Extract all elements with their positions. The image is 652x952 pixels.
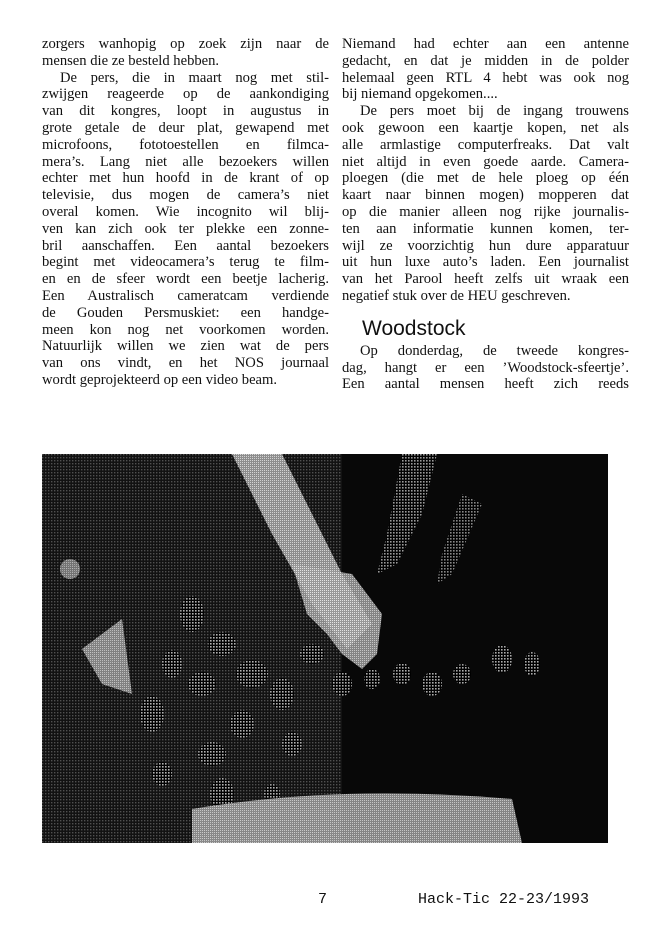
text-line: De pers moet bij de ingang trouwens [360, 103, 629, 120]
text-line: mensen die ze besteld hebben. [42, 52, 220, 69]
text-line: ven kan zich ook ter plekke een zonne- [42, 220, 329, 237]
right-column-text-top [342, 36, 629, 305]
text-line: bril aanschaffen. Een aantal bezoekers [42, 237, 329, 254]
text-line: Een Australisch cameratcam verdiende [42, 287, 329, 304]
text-line: zwijgen reageerde op de aankondiging [42, 86, 329, 103]
right-column [342, 36, 629, 393]
text-line: mera’s. Lang niet alle bezoekers willen [42, 153, 329, 170]
text-line: uit hun luxe auto’s laden. Een journalist [342, 254, 629, 271]
text-line: begint met videocamera’s terug te film- [42, 254, 329, 271]
text-line: microfoons, fototoestellen en filmca- [42, 136, 329, 153]
text-line: ploegen (die met de hele ploeg op één [342, 170, 629, 187]
publication-info: Hack-Tic 22-23/1993 [418, 891, 590, 908]
left-column [42, 36, 329, 389]
text-line: Natuurlijk willen we zien wat de pers [42, 338, 329, 355]
text-line: bij niemand opgekomen.... [342, 86, 498, 103]
text-line: negatief stuk over de HEU geschreven. [342, 287, 571, 304]
text-line: wijl ze voorzichtig hun dure apparatuur [342, 237, 629, 254]
page-number: 7 [318, 891, 328, 908]
text-line: van dit kongres, loopt in augustus in [42, 103, 329, 120]
text-line: van ons vindt, en het NOS journaal [42, 355, 329, 372]
text-line: van het Parool heeft zelfs uit wraak een [342, 271, 629, 288]
text-line: echter met hun hoofd in de krant of op [42, 170, 329, 187]
text-line: alle armlastige computerfreaks. Dat valt [342, 136, 629, 153]
text-line: Op donderdag, de tweede kongres- [360, 342, 629, 359]
text-line: televisie, dus mogen de camera’s niet [42, 187, 329, 204]
text-line: De pers, die in maart nog met stil- [60, 69, 329, 86]
right-column-text-bottom [342, 343, 629, 393]
text-line: wordt geprojekteerd op een video beam. [42, 371, 278, 388]
text-line: zorgers wanhopig op zoek zijn naar de [42, 36, 329, 52]
text-line: niet altijd in even goede aarde. Camera- [342, 153, 629, 170]
text-line: grote getale de deur plat, gewapend met [42, 119, 329, 136]
text-line: de Gouden Persmuskiet: een handge- [42, 304, 329, 321]
text-line: gedacht, en dat je midden in de polder [342, 52, 629, 69]
text-line: overal komen. Wie incognito wil blij- [42, 203, 329, 220]
text-line: Een aantal mensen heeft zich reeds [342, 376, 629, 393]
text-line: Niemand had echter aan een antenne [342, 36, 629, 52]
text-line: dag, hangt er een ’Woodstock-sfeertje’. [342, 359, 629, 376]
text-line: ten aan informatie kunnen komen, ter- [342, 220, 629, 237]
text-line: op die manier alleen nog rijke journalis- [342, 203, 629, 220]
section-heading: Woodstock [362, 316, 466, 340]
halftone-photo [42, 454, 608, 843]
text-line: en en de sfeer wordt een beetje lacherig. [42, 271, 329, 288]
text-line: ook gewoon een kaartje kopen, net als [342, 119, 629, 136]
text-line: meen kon nog net voorkomen worden. [42, 321, 329, 338]
text-line: helemaal geen RTL 4 hebt was ook nog [342, 69, 629, 86]
text-line: kaart naar binnen mogen) mopperen dat [342, 187, 629, 204]
photo-illustration [42, 454, 608, 843]
